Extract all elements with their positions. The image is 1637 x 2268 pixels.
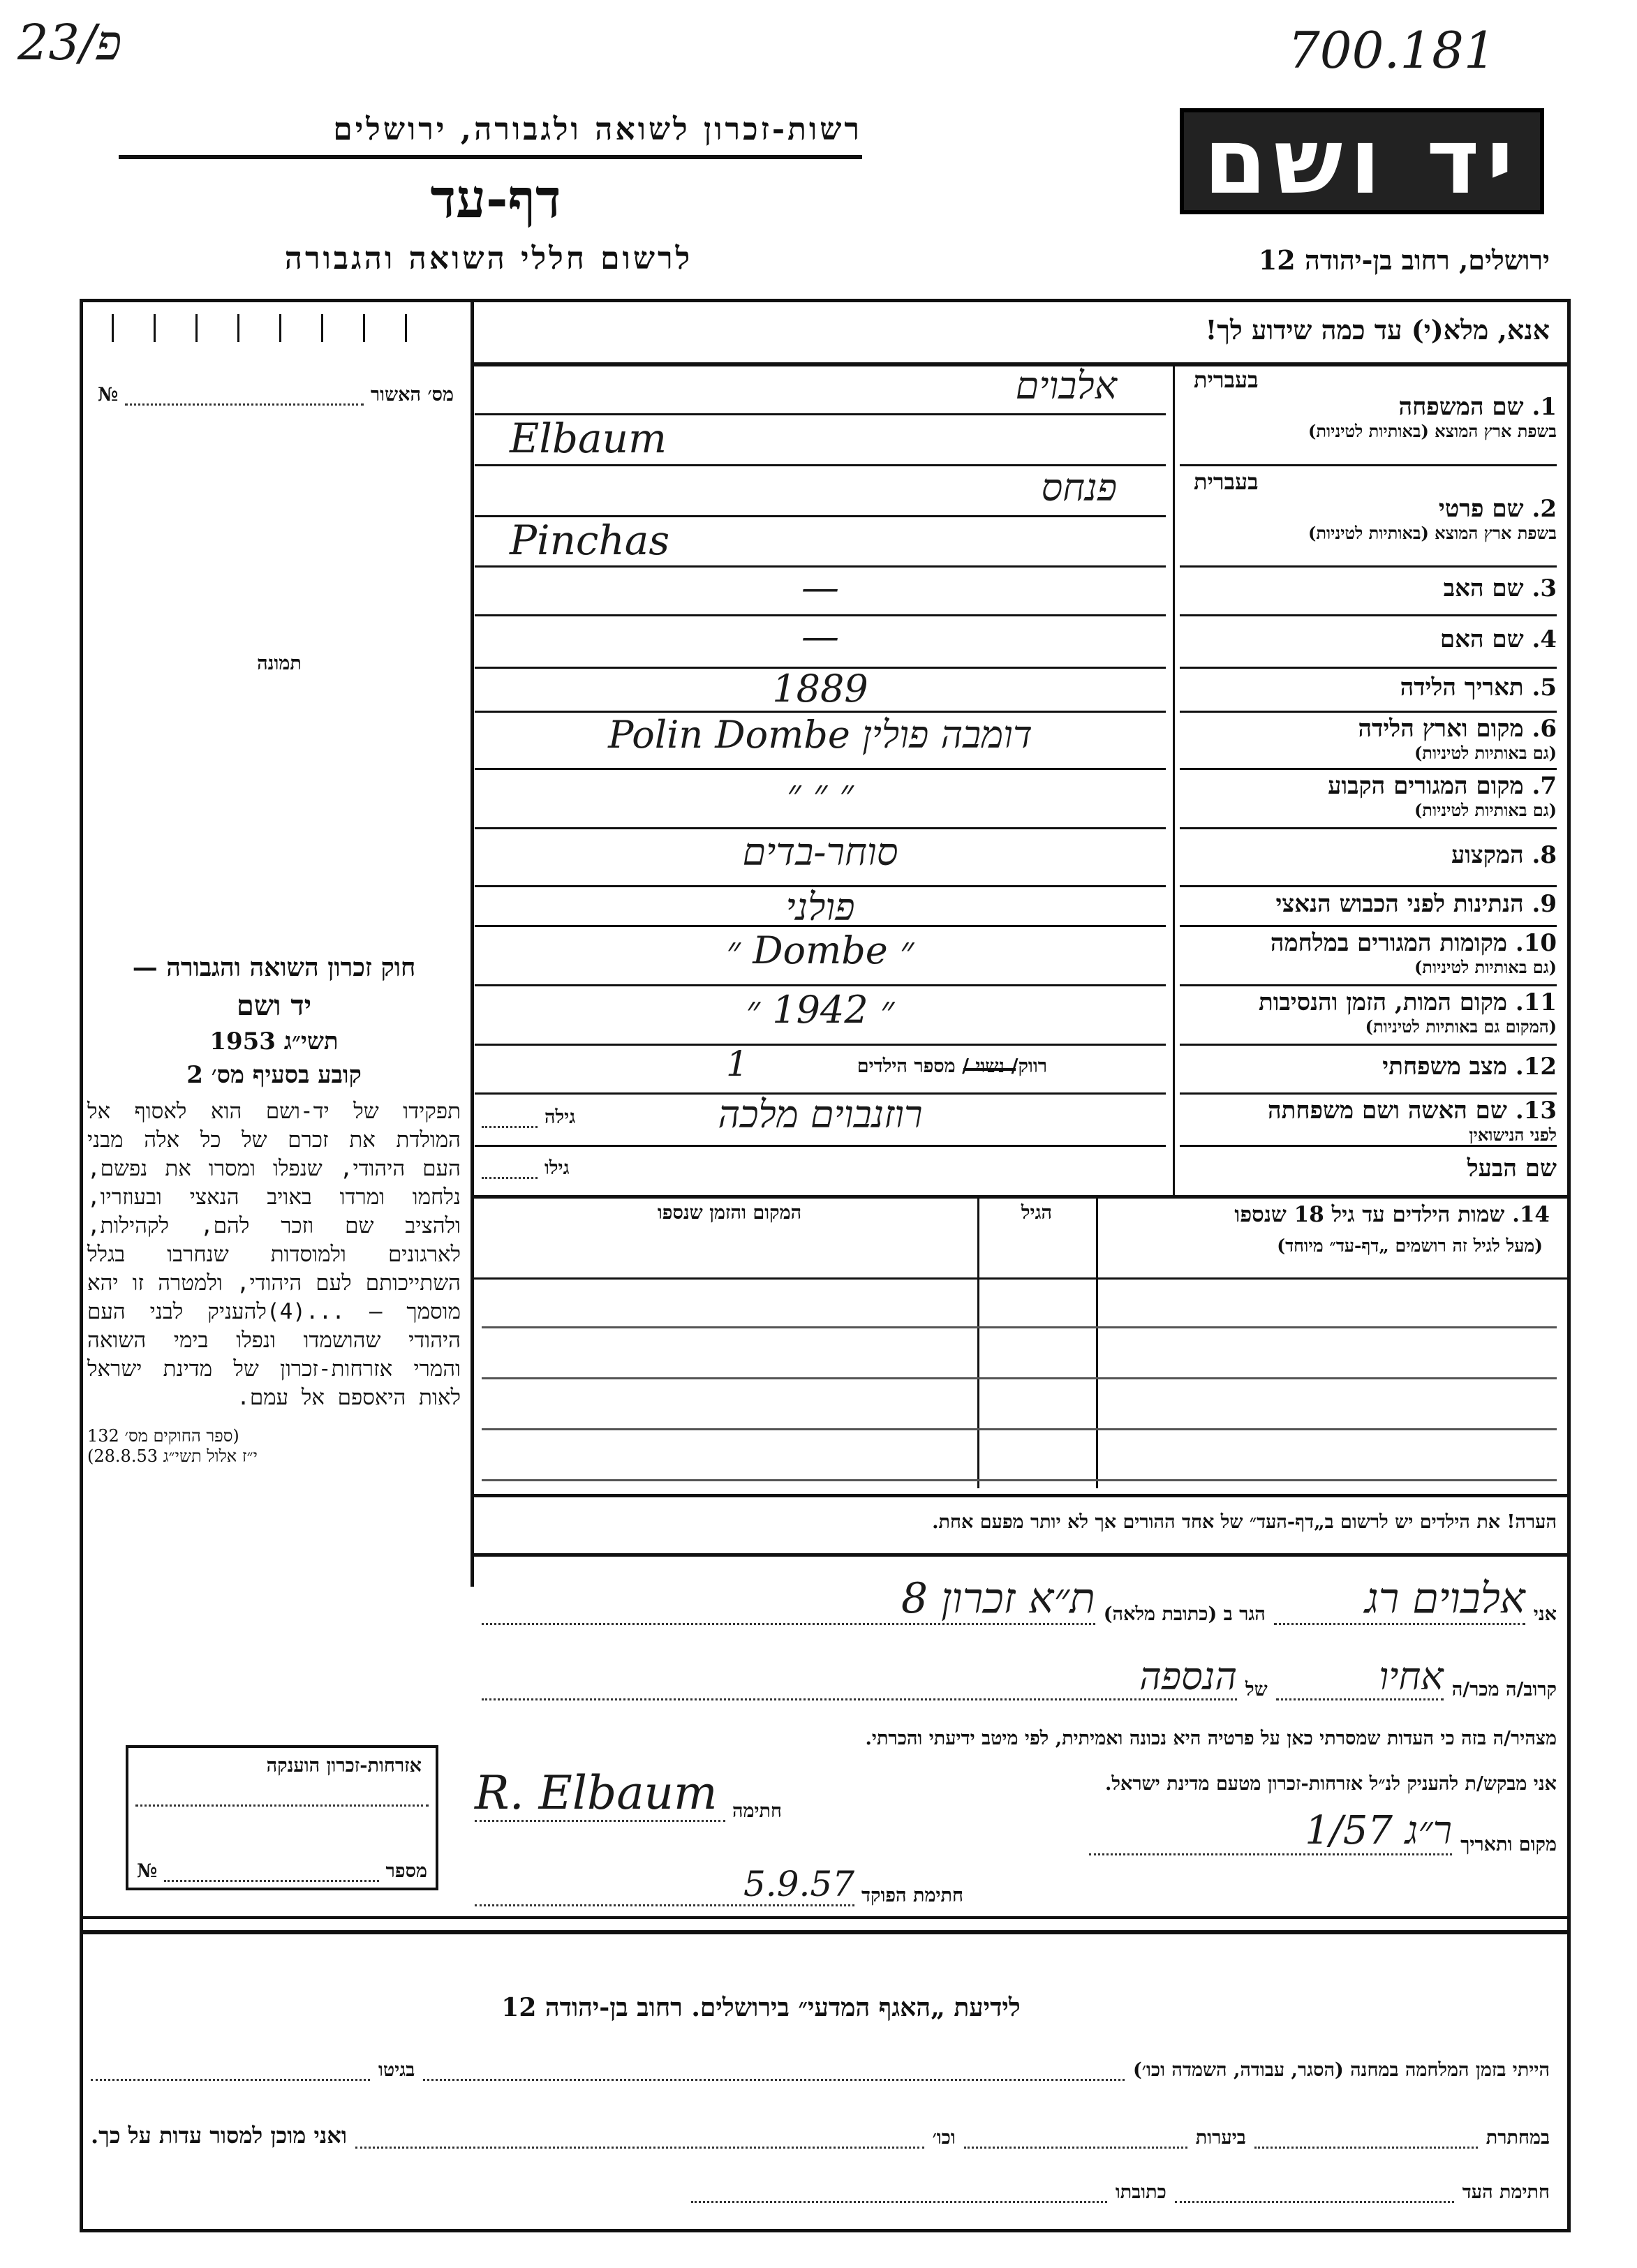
field-value[interactable]: — [801,565,839,609]
signature-field[interactable]: R. Elbaum [475,1766,725,1822]
children-rows[interactable] [482,1277,1557,1487]
header-rule [119,155,862,159]
age-field[interactable] [482,1177,538,1179]
resistance-line [91,2122,1550,2149]
field-hint: (המקום גם באותיות לטיניות) [1365,1016,1557,1037]
ready-statement: ואני מוכן למסור עדות על כך. [91,2122,348,2149]
field-divider [475,768,1166,770]
etc-label: וכו׳ [932,2127,956,2149]
children-note: הערה! את הילדים יש לרשום ב„דף-העד״ של אחד ההורים אך לא יותר מפעם אחת. [932,1511,1557,1533]
divider [1173,362,1175,1195]
photo-marks [112,314,447,342]
camp-label: הייתי בזמן המלחמה במחנה (הסגר, עבודה, השמדה וכו׳) [1133,2059,1550,2081]
file-number-annotation: 700.181 [1288,21,1496,80]
field-label-1 [1180,366,1557,442]
number-label: מספר [385,1860,427,1882]
field-value-hebrew[interactable]: אלבוים [1015,364,1117,408]
field-divider [1180,565,1557,568]
field-number: 6. [1532,715,1557,743]
witness-address-bottom-field[interactable] [691,2201,1107,2203]
divider [80,1930,1571,1934]
field-label: שם האשה ושם משפחתה [1268,1097,1507,1125]
field-label: מקום המגורים הקבוע [1328,772,1524,800]
law-text: תפקידו של יד-ושם הוא לאסוף אל המולדת את זכרם של כל אלה מבני העם היהודי, שנפלו ומסרו את נפשם, נלחמו ומרדו באויב הנאצי ובעוזריו, ולהציב שם וזכר להם, לקהילות, לארגונים ולמוסדות שנחרבו בגלל השתייכותם לעם היהודי, ולמטרה זו יהא מוסמך — ...(4)להעניק לבני העם היהודי שהושמדו ונפלו בימי השואה והמרי אזרחות-זכרון של מדינת ישראל לאות היאספם אל עמם. [87,1099,461,1410]
of-field[interactable]: הנספה [482,1654,1237,1700]
address: ירושלים, רחוב בן-יהודה 12 [1258,244,1550,276]
field-value[interactable]: סוחר-בדים [742,829,898,874]
field-label-13 [1180,1097,1557,1146]
field-divider [1180,885,1557,887]
forests-label: ביערות [1195,2127,1246,2149]
yad-vashem-logo: יד ושם [1180,108,1544,214]
no-sign: № [98,384,119,406]
law-title: חוק זכרון השואה והגבורה — [132,953,416,982]
divider [80,1916,1571,1919]
field-label: תאריך הלידה [1400,673,1524,702]
place-date-label: מקום ותאריך [1460,1834,1557,1855]
citizenship-request: אני מבקש/ת להעניק לנ״ל אזרחות-זכרון מטעם מדינת ישראל. [1105,1773,1557,1795]
granted-title: אזרחות-זכרון הוענקה [266,1755,422,1777]
field-label-5 [1180,671,1557,702]
declaration-statement: מצהיר/ה בזה כי העדות שמסרתי כאן על פרטיה היא נכונה ואמיתית, לפי מיטב ידיעתי והכרתי. [865,1728,1557,1749]
granted-field[interactable] [135,1804,429,1807]
archive-annotation: 23/פ [17,14,122,71]
ghetto-label: בגיטו [378,2059,415,2081]
field-number: 4. [1532,625,1557,653]
field-label-7 [1180,772,1557,821]
divider [471,1494,1571,1497]
field-value-latin[interactable]: Elbaum [510,415,667,462]
place-date-field[interactable]: ר״ג 1/57 [1089,1808,1452,1855]
field-label: הנתינות לפני הכבוש הנאצי [1275,889,1524,918]
field-divider [1180,464,1557,466]
field-number: 13. [1515,1097,1557,1125]
strikethrough [963,1068,1016,1071]
officer-signature-field[interactable]: 5.9.57 [475,1864,854,1906]
granted-number-field[interactable] [164,1860,378,1882]
photo-placeholder: תמונה [257,653,302,674]
field-label: המקצוע [1451,840,1524,869]
law-year: תשי״ג 1953 [209,1028,339,1055]
relation-label: קרוב/ה מכר/ה [1451,1679,1557,1700]
field-divider [475,984,1166,986]
field-label: שם הבעל [1467,1155,1557,1183]
i-label: אני [1533,1603,1557,1625]
field-number: 9. [1532,889,1557,918]
field-divider [1180,711,1557,713]
field-divider [475,1145,1166,1147]
field-divider [475,1044,1166,1046]
signature-label: חתימה [732,1800,782,1822]
place-date-line [789,1808,1557,1855]
org-name: רשות-זכרון לשואה ולגבורה, ירושלים [333,112,862,147]
field-label: שם האם [1439,625,1524,653]
field-number: 7. [1532,772,1557,800]
divider [471,299,474,1587]
field-number: 12. [1515,1053,1557,1081]
approval-field[interactable] [125,384,363,406]
law-reference-date: י״ז אלול תשי״ג 28.8.53) [87,1446,258,1466]
field-value[interactable]: רוזנבוים מלכה [718,1092,923,1136]
law-excerpt [87,953,461,1467]
forests-field[interactable] [964,2147,1187,2149]
resides-label: הגר ב (כתובת מלאה) [1103,1603,1266,1625]
age-label: גילה [545,1106,576,1128]
field-label: שם המשפחה [1398,393,1524,421]
field-divider [1180,1092,1557,1095]
field-label-9 [1180,889,1557,918]
field-label-10 [1180,929,1557,978]
field-hint: בשפת ארץ המוצא (באותיות לטיניות) [1308,523,1557,543]
field-divider [1180,768,1557,770]
field-value[interactable]: ״ ״ ״ [787,771,854,815]
instruction: אנא, מלא(י) עד כמה שידוע לך! [1205,314,1550,346]
ghetto-field[interactable] [91,2079,370,2081]
underground-field[interactable] [1254,2147,1478,2149]
camp-field[interactable] [423,2079,1125,2081]
field-hint: (גם באותיות לטיניות) [1414,743,1557,763]
witness-signature-field[interactable] [1175,2201,1454,2203]
field-divider [1180,827,1557,829]
age-field[interactable] [482,1126,538,1128]
children-header-note: (מעל לגיל זה רושמים „דף-עד״ מיוחד) [1277,1236,1543,1256]
field-number: 2. [1532,495,1557,523]
children-header: 14. שמות הילדים עד גיל 18 שנספו [1234,1202,1550,1227]
field-divider [1180,1044,1557,1046]
witness-signature-line [691,2181,1550,2203]
no-sign: № [137,1860,158,1882]
form-title: דף-עד [430,168,561,230]
approval-label: מס׳ האשור [370,384,454,406]
field-divider [1180,984,1557,986]
field-number: 3. [1532,575,1557,602]
field-label: שם פרטי [1438,495,1524,523]
officer-signature-line [475,1864,963,1906]
field-number: 5. [1532,673,1557,702]
citizenship-granted-box [126,1745,438,1890]
field-value[interactable]: — [801,614,839,658]
age-column-header: הגיל [1021,1202,1053,1224]
granted-number-line [137,1860,427,1882]
law-reference: (ספר החוקים מס׳ 132 [87,1426,239,1446]
field-value[interactable]: דומבה פולין Polin Dombe [608,713,1032,757]
signature-line [475,1766,782,1822]
age-label: גילו [545,1157,570,1179]
field-label-6 [1180,715,1557,764]
field-hint: (גם באותיות לטיניות) [1414,800,1557,820]
field-value[interactable]: ״ Dombe ״ [726,928,914,972]
witness-signature-label: חתימת העד [1462,2181,1550,2203]
field-value-hebrew[interactable]: פנחס [1041,466,1117,510]
place-column-header: המקום והזמן שנספו [657,1202,802,1224]
law-section: קובע בסעיף מס׳ 2 [186,1061,362,1089]
field-value[interactable]: פולני [785,885,855,929]
underground-label: במחתרת [1486,2127,1550,2149]
officer-label: חתימת הפוקד [861,1885,963,1906]
field-divider [1180,667,1557,669]
hebrew-tag: בעברית [1194,366,1259,393]
field-label-2 [1180,468,1557,544]
field-label-8 [1180,831,1557,869]
field-label: מקום וארץ הלידה [1358,715,1524,743]
law-name: יד ושם [236,989,312,1022]
field-label: מצב משפחתי [1382,1053,1507,1081]
field-hint: בשפת ארץ המוצא (באותיות לטיניות) [1308,421,1557,441]
divider [471,1195,1571,1199]
witness-address-field[interactable]: ת״א זכרון 8 [482,1574,1095,1625]
field-value[interactable]: ״ 1942 ״ [746,987,895,1032]
field-value-latin[interactable]: Pinchas [510,516,670,564]
relation-field[interactable]: אחיו [1276,1654,1444,1700]
marital-options: רווק/ נשוי / מספר הילדים [857,1055,1047,1077]
field-hint: לפני הנישואין [1469,1125,1557,1145]
field-label: שם האב [1443,575,1524,602]
field-divider [1180,925,1557,927]
approval-number [98,384,454,406]
bottom-title: לידיעת „האגף המדעי״ בירושלים. רחוב בן-יהודה 12 [501,1993,1021,2022]
field-label-14 [1180,1149,1557,1183]
field-label: מקומות המגורים במלחמה [1270,929,1507,957]
witness-address-label: כתובתו [1115,2181,1166,2203]
field-number: 1. [1532,393,1557,421]
field-label-3 [1180,570,1557,602]
witness-line [482,1574,1557,1625]
field-number: 11. [1515,988,1557,1016]
field-number: 8. [1532,840,1557,869]
field-label-4 [1180,618,1557,653]
of-label: של [1245,1679,1268,1700]
field-value[interactable]: 1889 [772,667,868,711]
etc-field[interactable] [355,2147,924,2149]
field-divider [1180,614,1557,616]
field-number: 10. [1515,929,1557,957]
field-label-12 [1180,1048,1557,1081]
hebrew-tag: בעברית [1194,468,1259,495]
divider [471,1553,1571,1557]
field-hint: (גם באותיות לטיניות) [1414,957,1557,977]
form-subtitle: לרשום חללי השואה והגבורה [284,241,693,276]
field-label-11 [1180,988,1557,1037]
field-label: מקום המות, הזמן והנסיבות [1258,988,1507,1016]
relation-line [482,1654,1557,1700]
witness-name-field[interactable]: אלבוים רג [1274,1574,1525,1625]
children-count-value[interactable]: 1 [726,1044,748,1084]
camp-line [91,2059,1550,2081]
